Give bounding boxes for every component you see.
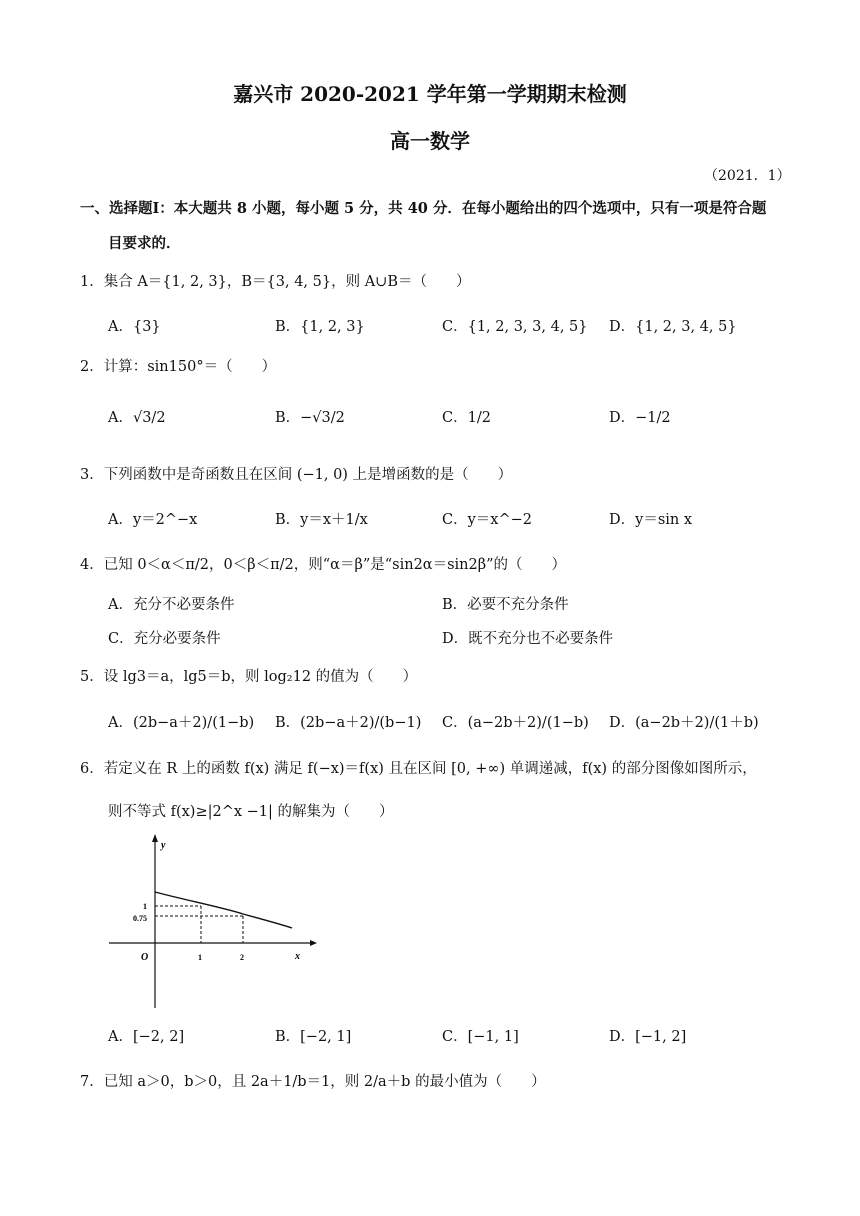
function-curve: [155, 892, 292, 928]
question-6-stem-line1: 6．若定义在 R 上的函数 f(x) 满足 f(−x)＝f(x) 且在区间 [0, +∞) 单调递减，f(x) 的部分图像如图所示，: [80, 761, 757, 777]
question-2-option-c: C．1/2: [442, 410, 491, 426]
question-3-stem: 3．下列函数中是奇函数且在区间 (−1, 0) 上是增函数的是（ ）: [80, 467, 513, 483]
page-title: 嘉兴市 2020-2021 学年第一学期期末检测: [233, 82, 627, 106]
x-axis-arrow: [310, 940, 317, 946]
question-3-option-d: D．y＝sin x: [609, 512, 693, 528]
question-2-option-b: B．−√3/2: [275, 410, 345, 426]
x-label: x: [295, 951, 300, 962]
question-5-option-d: D．(a−2b＋2)/(1＋b): [609, 715, 759, 731]
question-3-option-a: A．y＝2^−x: [108, 512, 198, 528]
question-4-option-d: D．既不充分也不必要条件: [442, 631, 614, 647]
question-3-option-c: C．y＝x^−2: [442, 512, 532, 528]
question-2-option-d: D．−1/2: [609, 410, 671, 426]
question-5-option-a: A．(2b−a＋2)/(1−b): [108, 715, 255, 731]
question-6-option-a: A．[−2, 2]: [108, 1029, 185, 1045]
question-4-option-c: C．充分必要条件: [108, 631, 221, 647]
question-6-option-c: C．[−1, 1]: [442, 1029, 519, 1045]
y-axis-arrow: [152, 834, 158, 842]
question-5-option-c: C．(a−2b＋2)/(1−b): [442, 715, 589, 731]
exam-date: （2021．1）: [704, 168, 791, 184]
question-1-option-c: C．{1, 2, 3, 3, 4, 5}: [442, 319, 588, 335]
question-1-option-d: D．{1, 2, 3, 4, 5}: [609, 319, 737, 335]
function-graph: [105, 830, 325, 1015]
tick-label-1-x: 1: [198, 953, 202, 962]
question-5-option-b: B．(2b−a＋2)/(b−1): [275, 715, 422, 731]
question-2-stem: 2．计算：sin150°＝（ ）: [80, 359, 277, 375]
question-7-stem: 7．已知 a＞0，b＞0，且 2a＋1/b＝1，则 2/a＋b 的最小值为（ ）: [80, 1074, 546, 1090]
origin-label: O: [141, 952, 149, 963]
section-heading-line1: 一、选择题I：本大题共 8 小题，每小题 5 分，共 40 分．在每小题给出的四个选项中，只有一项是符合题: [80, 200, 767, 217]
question-5-stem: 5．设 lg3＝a，lg5＝b，则 log₂12 的值为（ ）: [80, 669, 418, 685]
question-6-stem-line2: 则不等式 f(x)≥|2^x −1| 的解集为（ ）: [108, 804, 394, 820]
subject-title: 高一数学: [390, 129, 470, 153]
question-6-option-b: B．[−2, 1]: [275, 1029, 352, 1045]
question-6-option-d: D．[−1, 2]: [609, 1029, 687, 1045]
question-3-option-b: B．y＝x＋1/x: [275, 512, 368, 528]
tick-label-1-y: 1: [143, 902, 147, 911]
question-2-option-a: A．√3/2: [108, 410, 166, 426]
tick-label-075-y: 0.75: [133, 914, 147, 923]
question-1-option-a: A．{3}: [108, 319, 161, 335]
question-1-stem: 1．集合 A＝{1, 2, 3}，B＝{3, 4, 5}，则 A∪B＝（ ）: [80, 274, 471, 290]
question-4-option-b: B．必要不充分条件: [442, 597, 569, 613]
section-heading-line2: 目要求的．: [108, 235, 181, 252]
question-4-stem: 4．已知 0＜α＜π/2，0＜β＜π/2，则“α＝β”是“sin2α＝sin2β”的（ ）: [80, 557, 567, 573]
question-1-option-b: B．{1, 2, 3}: [275, 319, 365, 335]
question-4-option-a: A．充分不必要条件: [108, 597, 235, 613]
tick-label-2-x: 2: [240, 953, 244, 962]
y-label: y: [161, 840, 166, 851]
